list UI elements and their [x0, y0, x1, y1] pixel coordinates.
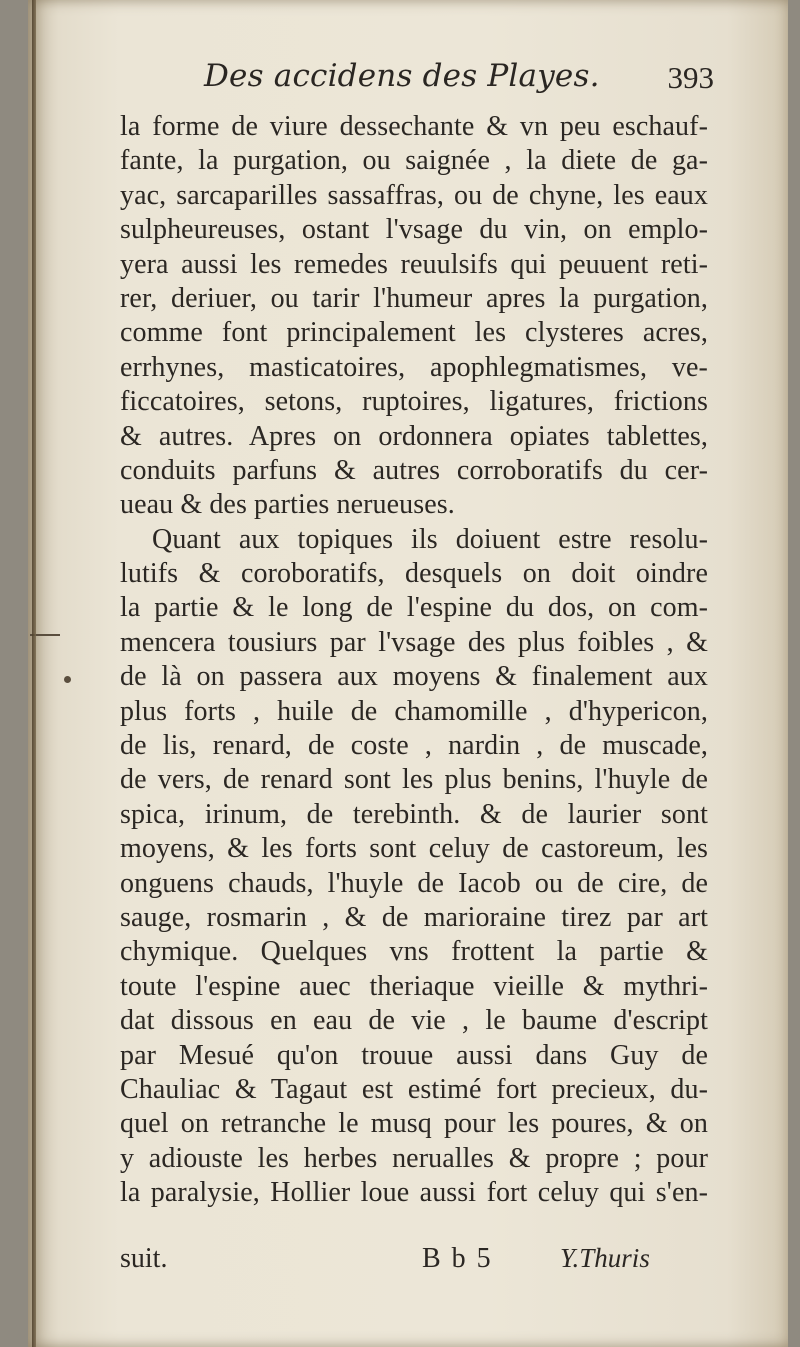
text-line: moyens, & les forts sont celuy de castoreum, les: [120, 833, 708, 865]
text-line: de vers, de renard sont les plus benins, l'huyle de: [120, 764, 708, 796]
text-line: y adiouste les herbes nerualles & propre ; pour: [120, 1142, 708, 1174]
text-line: mencera tousiurs par l'vsage des plus foibles , &: [120, 626, 708, 658]
text-line: de lis, renard, de coste , nardin , de muscade,: [120, 730, 708, 762]
margin-dot: [64, 676, 71, 683]
text-line: ueau & des parties nerueuses.: [120, 489, 455, 521]
text-line: spica, irinum, de terebinth. & de laurier sont: [120, 798, 708, 830]
text-line: onguens chauds, l'huyle de Iacob ou de cire, de: [120, 867, 708, 899]
book-page: [28, 0, 788, 1347]
catchword: Y.Thuris: [560, 1243, 650, 1273]
page-header: [204, 58, 724, 108]
paragraph-start-line: Quant aux topiques ils doiuent estre resolu-: [152, 523, 708, 555]
text-line: chymique. Quelques vns frottent la partie &: [120, 936, 708, 968]
text-line: yac, sarcaparilles sassaffras, ou de chyne, les eaux: [120, 179, 708, 211]
text-line: sulpheureuses, ostant l'vsage du vin, on emplo-: [120, 214, 708, 246]
text-line: quel on retranche le musq pour les poures, & on: [120, 1108, 708, 1140]
text-line: la partie & le long de l'espine du dos, on com-: [120, 592, 708, 624]
text-line: ficcatoires, setons, ruptoires, ligatures, frictions: [120, 386, 708, 418]
text-line: de là on passera aux moyens & finalement aux: [120, 661, 708, 693]
running-title: Des accidens des Playes.: [204, 58, 600, 94]
text-line: dat dissous en eau de vie , le baume d'escript: [120, 1005, 708, 1037]
binding-gutter: [32, 0, 36, 1347]
text-line: toute l'espine auec theriaque vieille & mythri-: [120, 970, 708, 1002]
text-line: errhynes, masticatoires, apophlegmatismes, ve-: [120, 351, 708, 383]
text-line: Chauliac & Tagaut est estimé fort precieux, du-: [120, 1073, 708, 1105]
text-line: comme font principalement les clysteres acres,: [120, 317, 708, 349]
signature-mark: B b 5: [422, 1243, 493, 1274]
text-line: la forme de viure dessechante & vn peu eschauf-: [120, 111, 708, 142]
text-line: sauge, rosmarin , & de marioraine tirez par art: [120, 901, 708, 933]
last-word: suit.: [120, 1243, 168, 1274]
text-line: lutifs & coroboratifs, desquels on doit oindre: [120, 558, 708, 590]
text-line: plus forts , huile de chamomille , d'hypericon,: [120, 695, 708, 727]
text-line: la paralysie, Hollier loue aussi fort celuy qui s'en-: [120, 1177, 708, 1209]
page-number: 393: [667, 60, 714, 95]
text-line: par Mesué qu'on trouue aussi dans Guy de: [120, 1039, 708, 1071]
text-line: yera aussi les remedes reuulsifs qui peuuent reti-: [120, 248, 708, 280]
text-line: rer, deriuer, ou tarir l'humeur apres la purgation,: [120, 282, 708, 314]
text-line: & autres. Apres on ordonnera opiates tablettes,: [120, 420, 708, 452]
text-line: conduits parfuns & autres corroboratifs du cer-: [120, 454, 708, 486]
page-footer: [120, 1243, 708, 1283]
text-line: fante, la purgation, ou saignée , la diete de ga-: [120, 145, 708, 177]
body-text: [120, 110, 708, 1211]
